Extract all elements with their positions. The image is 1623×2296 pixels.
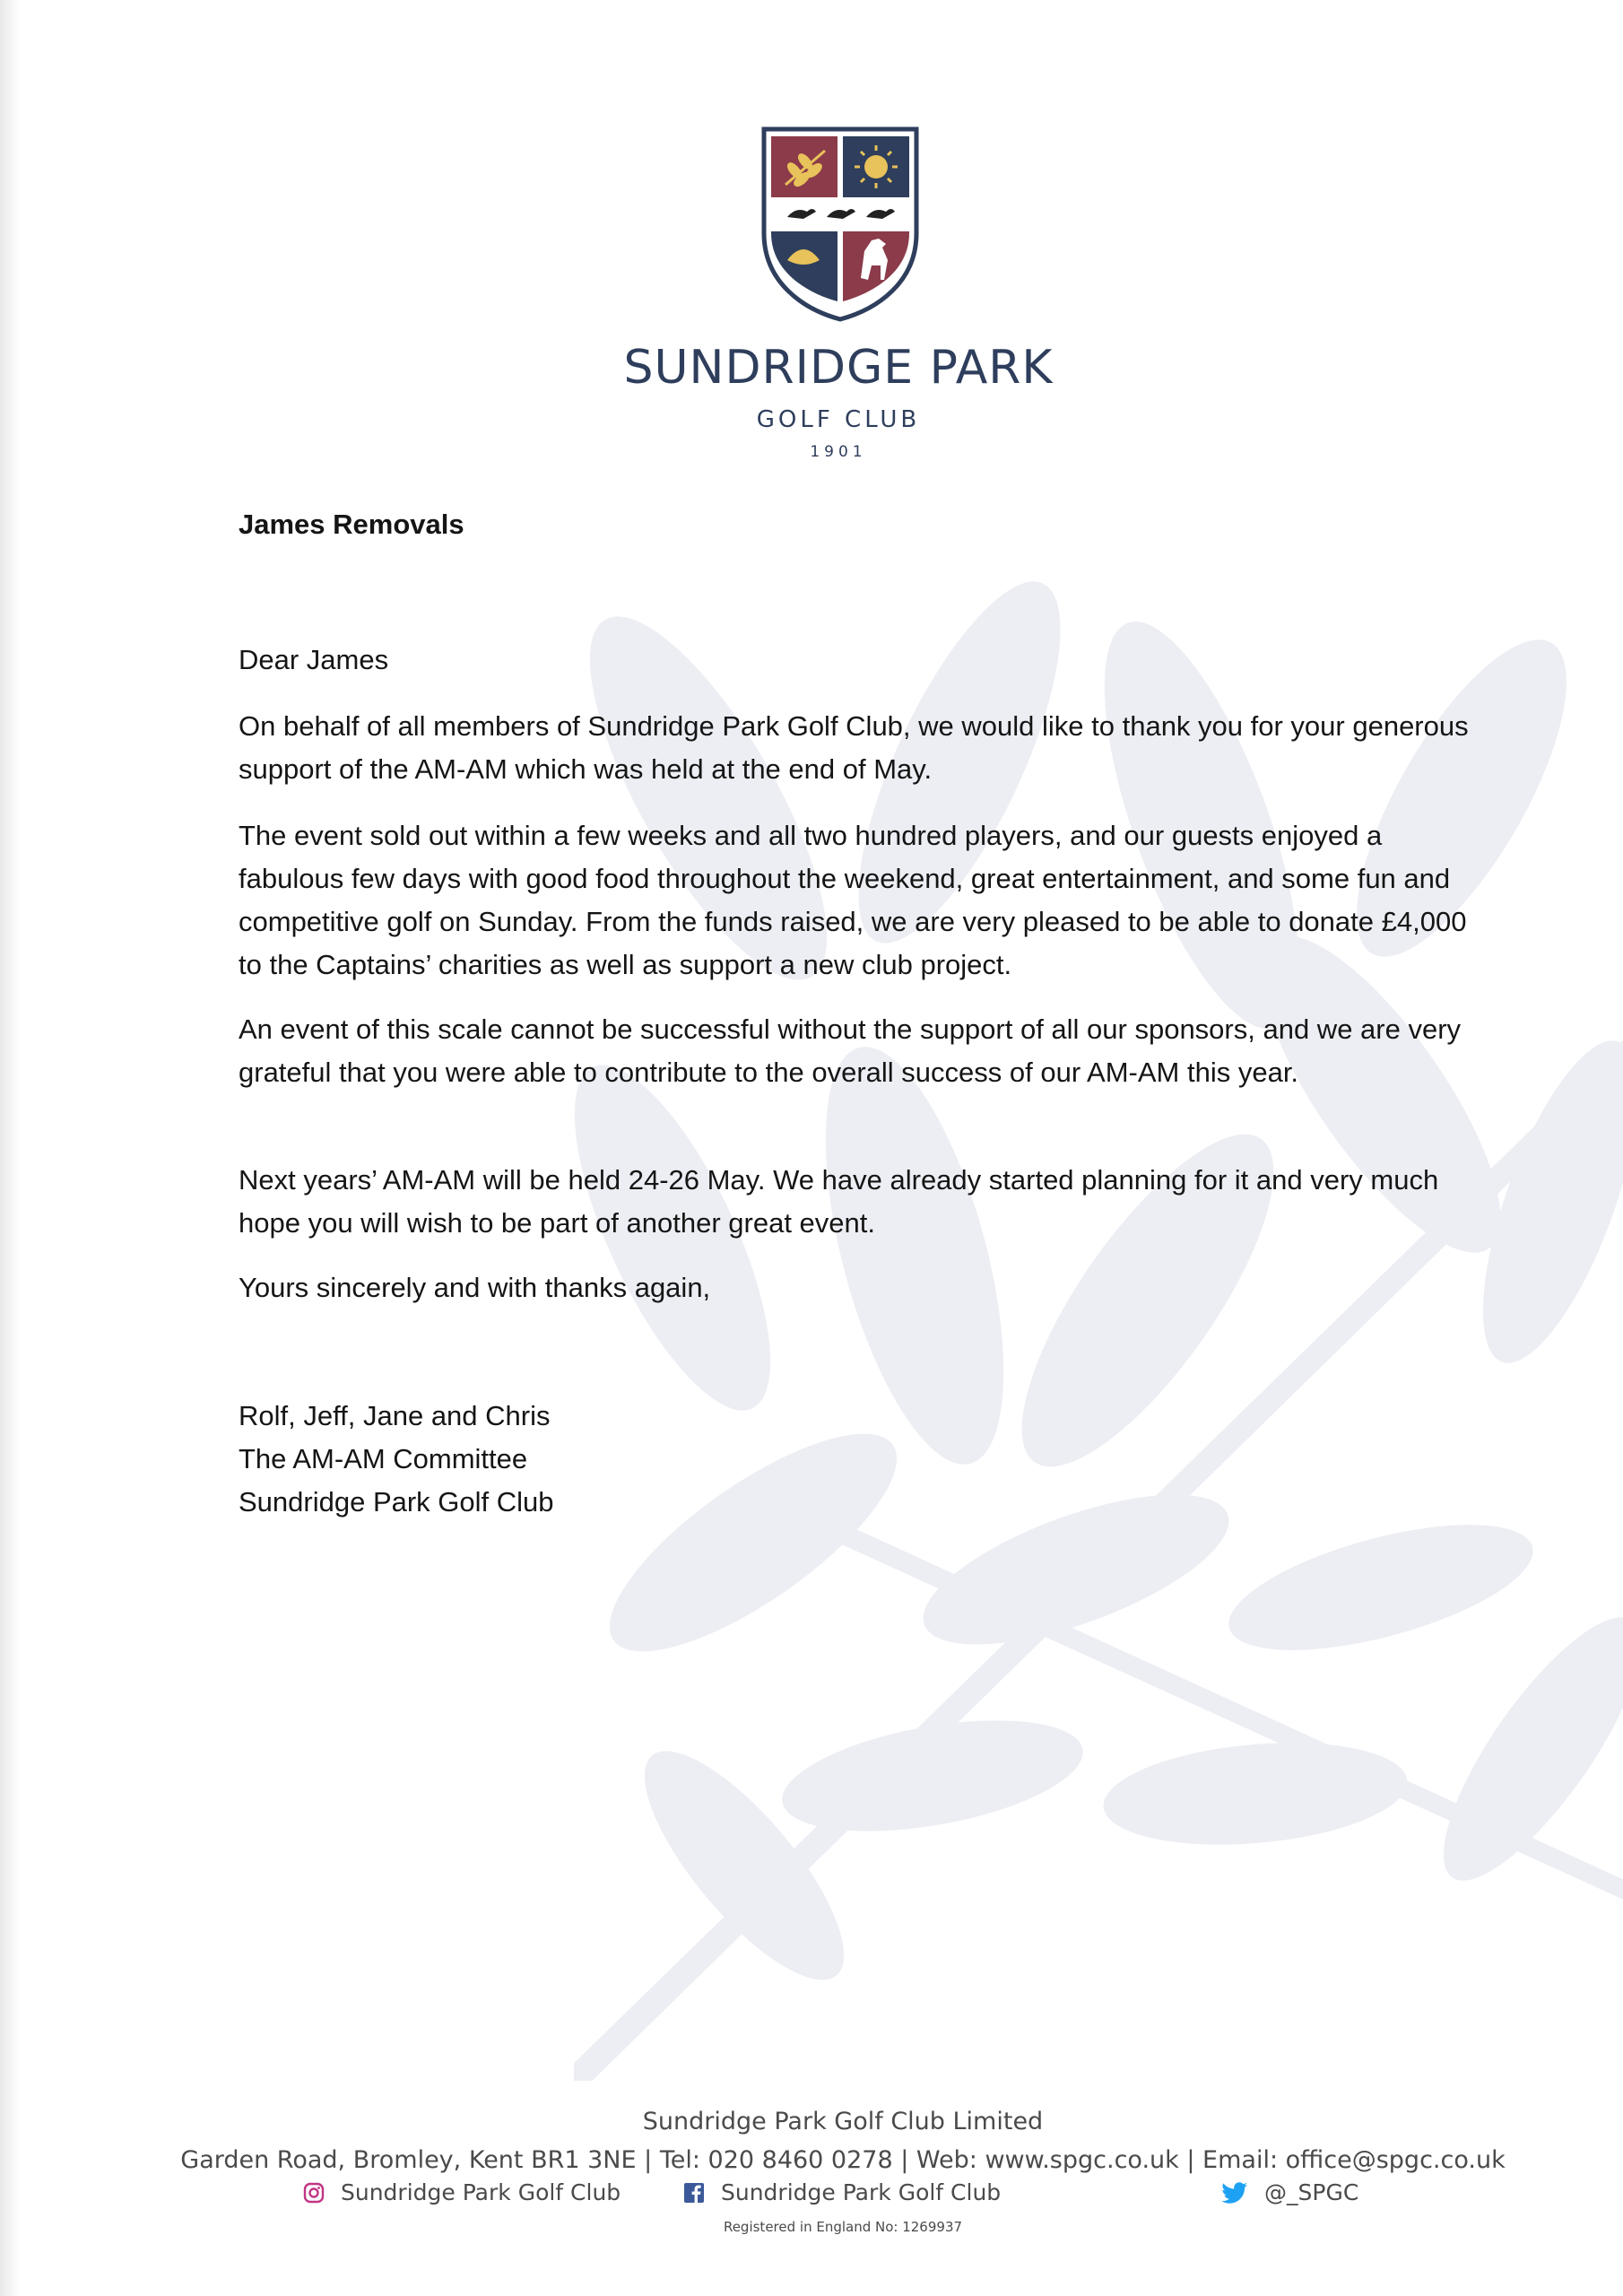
footer-facebook: [683, 2179, 1001, 2205]
paragraph-sponsors: [239, 1008, 1476, 1094]
paragraph-event-summary: [239, 814, 1476, 987]
recipient-name: James Removals: [239, 509, 464, 540]
signature-names: Rolf, Jeff, Jane and Chris: [239, 1400, 551, 1431]
instagram-icon: [303, 2182, 325, 2204]
paragraph-thanks: [239, 705, 1476, 791]
instagram-handle: Sundridge Park Golf Club: [341, 2179, 621, 2205]
twitter-handle: @_SPGC: [1264, 2179, 1359, 2205]
signature-club: Sundridge Park Golf Club: [239, 1486, 554, 1518]
footer-company-name: Sundridge Park Golf Club Limited: [642, 2108, 1044, 2135]
paragraph-text: An event of this scale cannot be successful without the support of all our sponsors, and we are very grateful that you were able to contribute to the overall success of our AM-AM this year.: [239, 1013, 1462, 1088]
closing-text: Yours sincerely and with thanks again,: [239, 1272, 711, 1303]
club-name: SUNDRIDGE PARK: [623, 341, 1054, 395]
registration-number: Registered in England No: 1269937: [723, 2219, 963, 2235]
club-subtitle: GOLF CLUB: [756, 406, 921, 433]
facebook-page: Sundridge Park Golf Club: [721, 2179, 1002, 2205]
salutation-text: Dear James: [239, 644, 389, 675]
club-founding-year: 1901: [810, 443, 867, 461]
footer-instagram: [303, 2179, 621, 2205]
facebook-icon: [683, 2182, 705, 2204]
footer-twitter: [1221, 2179, 1358, 2205]
paragraph-text: On behalf of all members of Sundridge Park Golf Club, we would like to thank you for your generous support of the AM-AM which was held at the end of May.: [239, 710, 1469, 785]
club-crest-logo: [760, 126, 920, 323]
paragraph-text: Next years’ AM-AM will be held 24-26 May. We have already started planning for it and very much hope you will wish to be part of another great event.: [239, 1164, 1439, 1239]
paragraph-text: The event sold out within a few weeks and all two hundred players, and our guests enjoyed a fabulous few days with good food throughout the weekend, great entertainment, and some fun and competitive golf on Sunday. From the funds raised, we are very pleased to be able to donate £4,000 to the Captains’ charities as well as support a new club project.: [239, 820, 1467, 980]
signature-committee: The AM-AM Committee: [239, 1443, 528, 1474]
closing: [239, 1266, 1476, 1309]
salutation: [239, 639, 1476, 682]
footer-contact-line: Garden Road, Bromley, Kent BR1 3NE | Tel: 020 8460 0278 | Web: www.spgc.co.uk | Email: office@spgc.co.uk: [180, 2146, 1506, 2174]
signature-block: [239, 1395, 1476, 1524]
paragraph-next-year: [239, 1159, 1476, 1245]
twitter-icon: [1221, 2182, 1248, 2204]
